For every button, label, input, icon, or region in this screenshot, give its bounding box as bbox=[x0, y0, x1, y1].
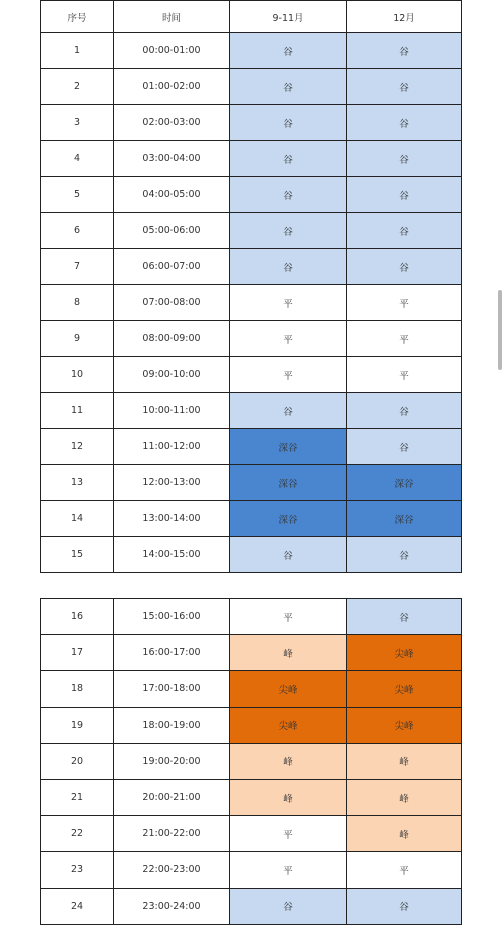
row-period-b: 峰 bbox=[347, 816, 462, 852]
header-period-b: 12月 bbox=[347, 1, 462, 33]
row-period-a: 平 bbox=[230, 285, 347, 321]
row-period-b: 平 bbox=[347, 321, 462, 357]
row-time: 14:00-15:00 bbox=[114, 537, 230, 573]
row-index: 12 bbox=[41, 429, 114, 465]
row-period-a: 平 bbox=[230, 816, 347, 852]
row-period-a: 谷 bbox=[230, 69, 347, 105]
table-row bbox=[41, 888, 462, 924]
row-period-a: 谷 bbox=[230, 393, 347, 429]
table-row bbox=[41, 635, 462, 671]
row-time: 15:00-16:00 bbox=[114, 599, 230, 635]
header-time: 时间 bbox=[114, 1, 230, 33]
row-time: 07:00-08:00 bbox=[114, 285, 230, 321]
row-index: 17 bbox=[41, 635, 114, 671]
row-period-a: 谷 bbox=[230, 888, 347, 924]
row-time: 08:00-09:00 bbox=[114, 321, 230, 357]
row-index: 21 bbox=[41, 779, 114, 815]
row-time: 00:00-01:00 bbox=[114, 33, 230, 69]
row-index: 4 bbox=[41, 141, 114, 177]
table-row bbox=[41, 285, 462, 321]
row-index: 5 bbox=[41, 177, 114, 213]
tou-table-part2 bbox=[40, 598, 462, 925]
row-period-b: 峰 bbox=[347, 743, 462, 779]
table-row bbox=[41, 69, 462, 105]
table-row bbox=[41, 429, 462, 465]
row-period-b: 平 bbox=[347, 285, 462, 321]
row-index: 20 bbox=[41, 743, 114, 779]
row-index: 2 bbox=[41, 69, 114, 105]
row-period-a: 深谷 bbox=[230, 465, 347, 501]
row-period-b: 谷 bbox=[347, 393, 462, 429]
row-period-b: 尖峰 bbox=[347, 671, 462, 707]
table-row bbox=[41, 321, 462, 357]
tou-table-part1 bbox=[40, 0, 462, 573]
row-index: 19 bbox=[41, 707, 114, 743]
row-period-a: 谷 bbox=[230, 177, 347, 213]
row-period-b: 谷 bbox=[347, 537, 462, 573]
row-period-a: 峰 bbox=[230, 779, 347, 815]
row-index: 23 bbox=[41, 852, 114, 888]
row-period-b: 谷 bbox=[347, 249, 462, 285]
row-time: 04:00-05:00 bbox=[114, 177, 230, 213]
scrollbar-thumb[interactable] bbox=[498, 290, 502, 370]
row-period-b: 谷 bbox=[347, 429, 462, 465]
row-index: 18 bbox=[41, 671, 114, 707]
row-time: 22:00-23:00 bbox=[114, 852, 230, 888]
row-time: 21:00-22:00 bbox=[114, 816, 230, 852]
table-row bbox=[41, 671, 462, 707]
row-period-a: 尖峰 bbox=[230, 671, 347, 707]
row-index: 15 bbox=[41, 537, 114, 573]
row-period-b: 平 bbox=[347, 357, 462, 393]
row-time: 01:00-02:00 bbox=[114, 69, 230, 105]
row-time: 13:00-14:00 bbox=[114, 501, 230, 537]
row-period-b: 谷 bbox=[347, 141, 462, 177]
table-row bbox=[41, 852, 462, 888]
row-time: 05:00-06:00 bbox=[114, 213, 230, 249]
row-time: 10:00-11:00 bbox=[114, 393, 230, 429]
row-index: 16 bbox=[41, 599, 114, 635]
row-period-a: 深谷 bbox=[230, 501, 347, 537]
row-index: 3 bbox=[41, 105, 114, 141]
row-period-b: 谷 bbox=[347, 888, 462, 924]
row-period-b: 谷 bbox=[347, 69, 462, 105]
row-time: 20:00-21:00 bbox=[114, 779, 230, 815]
row-index: 24 bbox=[41, 888, 114, 924]
row-period-a: 平 bbox=[230, 852, 347, 888]
row-index: 6 bbox=[41, 213, 114, 249]
row-time: 16:00-17:00 bbox=[114, 635, 230, 671]
row-period-a: 谷 bbox=[230, 537, 347, 573]
row-index: 11 bbox=[41, 393, 114, 429]
row-period-b: 谷 bbox=[347, 599, 462, 635]
header-period-a: 9-11月 bbox=[230, 1, 347, 33]
row-period-a: 谷 bbox=[230, 141, 347, 177]
row-time: 09:00-10:00 bbox=[114, 357, 230, 393]
table-row bbox=[41, 599, 462, 635]
table-row bbox=[41, 779, 462, 815]
row-period-a: 峰 bbox=[230, 743, 347, 779]
row-period-a: 尖峰 bbox=[230, 707, 347, 743]
table-row bbox=[41, 33, 462, 69]
row-period-a: 谷 bbox=[230, 249, 347, 285]
row-period-b: 谷 bbox=[347, 213, 462, 249]
row-period-a: 平 bbox=[230, 321, 347, 357]
row-period-a: 谷 bbox=[230, 33, 347, 69]
row-period-b: 平 bbox=[347, 852, 462, 888]
table-row bbox=[41, 213, 462, 249]
row-time: 06:00-07:00 bbox=[114, 249, 230, 285]
table-row bbox=[41, 707, 462, 743]
row-period-b: 谷 bbox=[347, 177, 462, 213]
table-body-part1 bbox=[41, 1, 462, 573]
table-row bbox=[41, 816, 462, 852]
row-time: 12:00-13:00 bbox=[114, 465, 230, 501]
table-row bbox=[41, 393, 462, 429]
row-index: 10 bbox=[41, 357, 114, 393]
row-index: 7 bbox=[41, 249, 114, 285]
row-period-b: 尖峰 bbox=[347, 635, 462, 671]
row-index: 8 bbox=[41, 285, 114, 321]
row-period-b: 尖峰 bbox=[347, 707, 462, 743]
row-index: 14 bbox=[41, 501, 114, 537]
header-index: 序号 bbox=[41, 1, 114, 33]
row-time: 19:00-20:00 bbox=[114, 743, 230, 779]
row-time: 23:00-24:00 bbox=[114, 888, 230, 924]
table-row bbox=[41, 357, 462, 393]
row-time: 02:00-03:00 bbox=[114, 105, 230, 141]
row-time: 03:00-04:00 bbox=[114, 141, 230, 177]
row-period-a: 深谷 bbox=[230, 429, 347, 465]
row-time: 17:00-18:00 bbox=[114, 671, 230, 707]
table-row bbox=[41, 177, 462, 213]
table-row bbox=[41, 501, 462, 537]
table-row bbox=[41, 465, 462, 501]
table-row bbox=[41, 537, 462, 573]
row-period-a: 平 bbox=[230, 357, 347, 393]
row-index: 9 bbox=[41, 321, 114, 357]
row-period-b: 深谷 bbox=[347, 501, 462, 537]
row-period-b: 深谷 bbox=[347, 465, 462, 501]
row-period-a: 谷 bbox=[230, 213, 347, 249]
row-period-b: 峰 bbox=[347, 779, 462, 815]
row-period-b: 谷 bbox=[347, 33, 462, 69]
row-index: 1 bbox=[41, 33, 114, 69]
header-row bbox=[41, 1, 462, 33]
row-index: 13 bbox=[41, 465, 114, 501]
row-period-a: 谷 bbox=[230, 105, 347, 141]
table-row bbox=[41, 141, 462, 177]
row-period-b: 谷 bbox=[347, 105, 462, 141]
table-row bbox=[41, 743, 462, 779]
row-time: 18:00-19:00 bbox=[114, 707, 230, 743]
row-index: 22 bbox=[41, 816, 114, 852]
row-time: 11:00-12:00 bbox=[114, 429, 230, 465]
table-row bbox=[41, 105, 462, 141]
row-period-a: 平 bbox=[230, 599, 347, 635]
table-row bbox=[41, 249, 462, 285]
table-body-part2 bbox=[41, 599, 462, 925]
row-period-a: 峰 bbox=[230, 635, 347, 671]
